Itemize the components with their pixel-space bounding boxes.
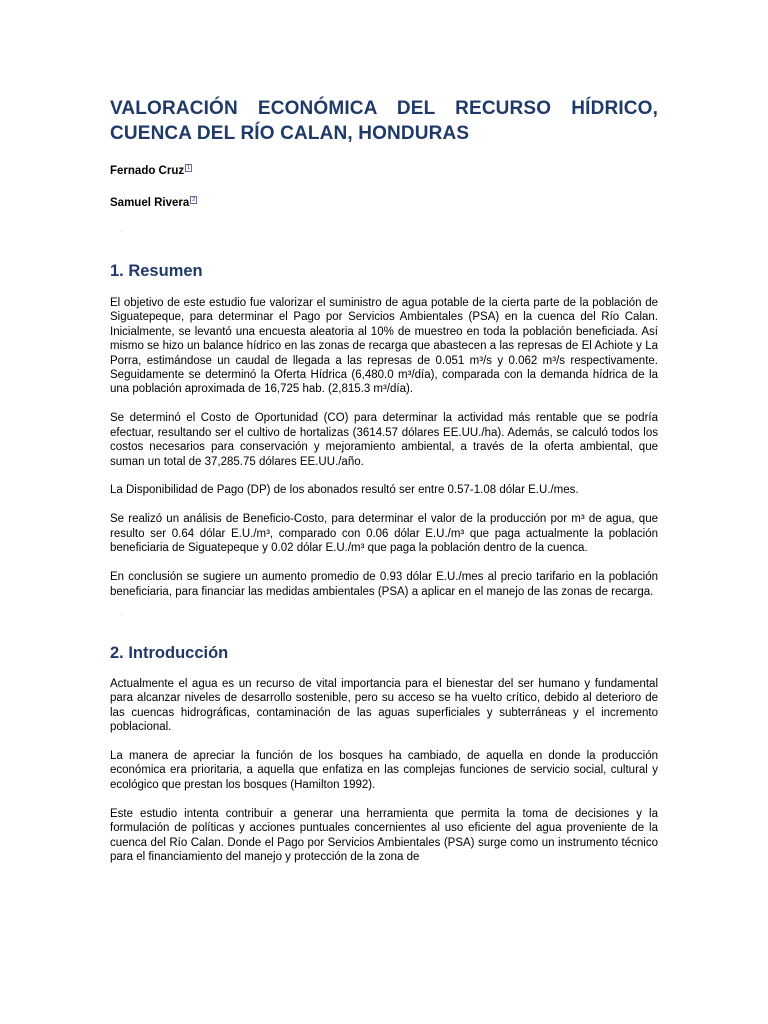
separator-dot: · <box>120 611 122 618</box>
author-name-text: Fernado Cruz <box>110 165 185 177</box>
document-page <box>110 96 658 864</box>
section-heading-resumen: 1. Resumen <box>110 262 203 280</box>
paragraph: La Disponibilidad de Pago (DP) de los abonados resultó ser entre 0.57-1.08 dólar E.U./mes. <box>110 484 579 497</box>
author-name-text: Samuel Rivera <box>110 197 190 209</box>
author-name <box>110 196 658 210</box>
separator-dot: · <box>120 229 122 235</box>
footnote-link[interactable]: 1 <box>187 165 191 171</box>
author-name <box>110 164 658 178</box>
paragraph: En conclusión se sugiere un aumento promedio de 0.93 dólar E.U./mes al precio tarifario en la población beneficiaria, para financiar las medidas ambientales (PSA) a aplicar en el manejo de las zonas de recarga. <box>110 571 658 598</box>
paragraph: Actualmente el agua es un recurso de vital importancia para el bienestar del ser humano y fundamental para alcanzar niveles de desarrollo sostenible, pero su acceso se ha vuelto crítico, debido al deterioro de las cuencas hidrográficas, contaminación de las aguas superficiales y subterráneas y el incremento poblacional. <box>110 677 658 734</box>
footnote-link[interactable]: 2 <box>192 197 196 203</box>
paragraph: Este estudio intenta contribuir a generar una herramienta que permita la toma de decisiones y la formulación de políticas y acciones puntuales concernientes al uso eficiente del agua proveniente de la cuenca del Río Calan. Donde el Pago por Servicios Ambientales (PSA) surge como un instrumento técnico para el financiamiento del manejo y protección de la zona de <box>110 807 658 863</box>
paragraph: El objetivo de este estudio fue valorizar el suministro de agua potable de la cierta parte de la población de Siguatepeque, para determinar el Pago por Servicios Ambientales (PSA) en la cuenca del Río Calan. Inicialmente, se levantó una encuesta aleatoria al 10% de muestreo en toda la población beneficiada. Así mismo se hizo un balance hídrico en las zonas de recarga que abastecen a las represas de El Achiote y La Porra, estimándose un caudal de llegada a las represas de 0.051 m³/s y 0.062 m³/s respectivamente. Seguidamente se determinó la Oferta Hídrica (6,480.0 m³/día), comparada con la demanda hídrica de la una población aproximada de 16,725 hab. (2,815.3 m³/día). <box>110 297 658 396</box>
document-title: VALORACIÓN ECONÓMICA DEL RECURSO HÍDRICO, CUENCA DEL RÍO CALAN, HONDURAS <box>110 98 658 144</box>
paragraph: Se realizó un análisis de Beneficio-Costo, para determinar el valor de la producción por m³ de agua, que resulto ser 0.64 dólar E.U./m³, comparado con 0.06 dólar E.U./m³ que paga actualmente la población beneficiaria de Siguatepeque y 0.02 dólar E.U./m³ que paga la población dentro de la cuenca. <box>110 513 658 555</box>
paragraph: Se determinó el Costo de Oportunidad (CO) para determinar la actividad más rentable que se podría efectuar, resultando ser el cultivo de hortalizas (3614.57 dólares EE.UU./ha). Además, se calculó todos los costos necesarios para conservación y mejoramiento ambiental, a través de la oferta ambiental, que suman un total de 37,285.75 dólares EE.UU./año. <box>110 412 658 468</box>
paragraph: La manera de apreciar la función de los bosques ha cambiado, de aquella en donde la producción económica era prioritaria, a aquella que enfatiza en las complejas funciones de servicio social, cultural y ecológico que prestan los bosques (Hamilton 1992). <box>110 750 658 791</box>
section-heading-introduccion: 2. Introducción <box>110 643 229 662</box>
